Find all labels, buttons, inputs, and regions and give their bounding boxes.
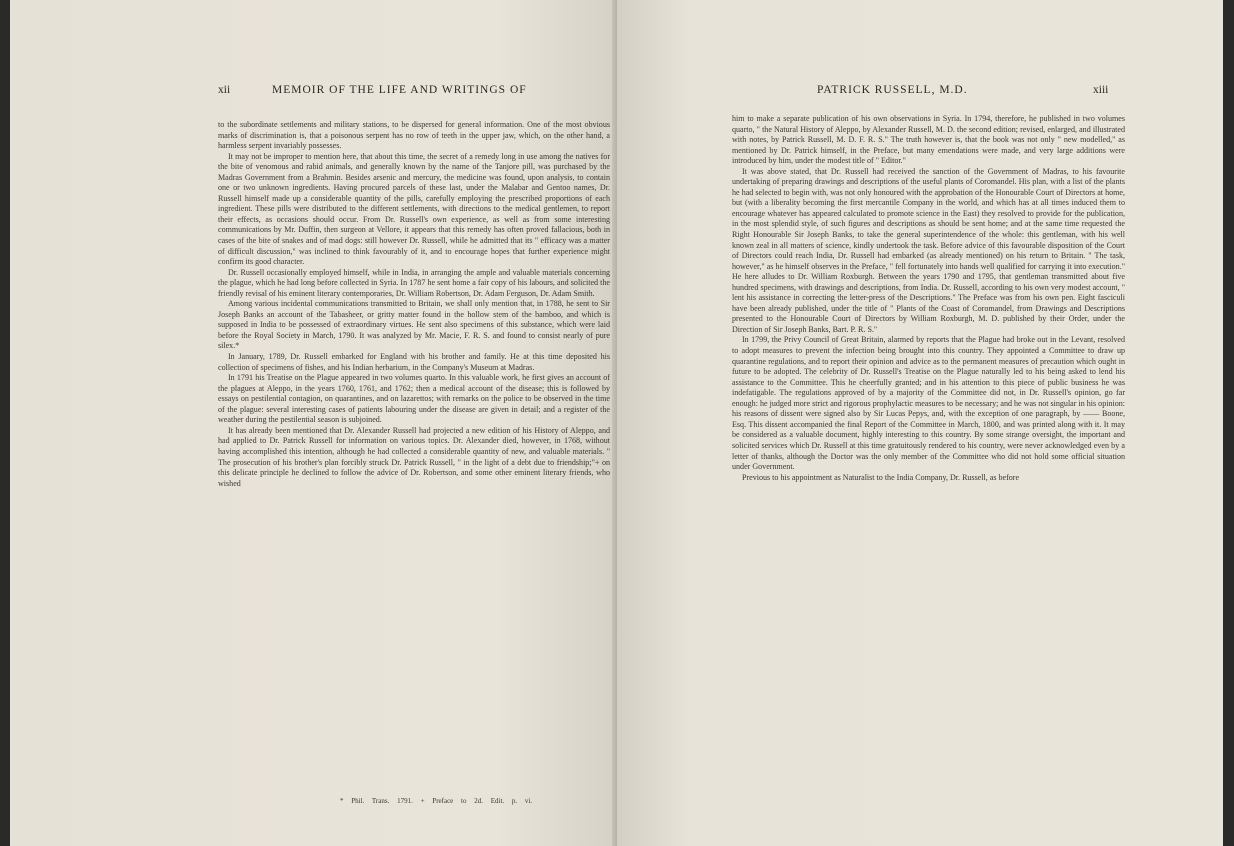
left-page (10, 0, 617, 846)
paragraph: Dr. Russell occasionally employed himself, while in India, in arranging the ample and valuable materials concerning the plague, which he had long before collected in Syria. In 1787 he sent home a fair copy of his labours, and solicited the friendly revisal of his eminent literary contemporaries, Dr. William Robertson, Dr. Adam Ferguson, Dr. Adam Smith. (218, 267, 610, 298)
paragraph: Previous to his appointment as Naturalist to the India Company, Dr. Russell, as before (742, 472, 1020, 482)
footnote: + Preface to 2d. Edit. p. vi. (420, 797, 533, 805)
left-body-text (218, 120, 610, 489)
footnotes (340, 797, 532, 805)
paragraph: In 1799, the Privy Council of Great Britain, alarmed by reports that the Plague had broke out in the Levant, resolved to adopt measures to prevent the infection being brought into this country. They appointed a Committee to draw up quarantine regulations, and to report their opinion and advice as to the permanent measures of precaution which ought in future to be adopted. The celebrity of Dr. Russell's Treatise on the Plague naturally led to his being asked to lend his assistance to the Committee. This he cheerfully granted; and in his attention to this piece of public business he was indefatigable. The regulations approved of by a majority of the Committee did not, in Dr. Russell's opinion, go far enough: he judged more strict and rigorous prophylactic measures to be necessary; and he was not singular in his opinion: his reasons of dissent were signed also by Sir Lucas Pepys, and, with the exception of one paragraph, by —— Boone, Esq. This dissent accompanied the final Report of the Committee in March, 1800, and was printed along with it. It may be considered as a valuable document, highly interesting to this country. By some strange oversight, the important and solicited services which Dr. Russell at this time gratuitously rendered to his country, were never acknowledged even by a letter of thanks, although the Doctor was the only member of the Committee who did not hold some official situation under Government. (732, 335, 1125, 472)
paragraph: Among various incidental communications transmitted to Britain, we shall only mention that, in 1788, he sent to Sir Joseph Banks an account of the Tabasheer, or gritty matter found in the hollow stem of the bamboo, and which is supposed in India to be possessed of extraordinary virtues. He sent also specimens of this substance, which were laid before the Royal Society in March, 1790. It was analyzed by Mr. Macie, F. R. S. and found to consist nearly of pure silex.* (218, 299, 610, 351)
paragraph: It was above stated, that Dr. Russell had received the sanction of the Government of Madras, to his favourite undertaking of preparing drawings and descriptions of the useful plants of Coromandel. His plan, with a list of the plants he had selected to begin with, was not only honoured with the approbation of the Honourable Court of Directors at home, but (with a liberality becoming the first mercantile Company in the world, and which has at all times induced them to encourage whatever has appeared calculated to promote science in the East) they resolved to provide for the publication, in the most splendid style, of such figures and descriptions as should be sent home; and at the same time requested the Right Honourable Sir Joseph Banks, to take the general superintendence of the whole: this gentleman, with his well known zeal in all matters of science, kindly undertook the task. Before advice of this favourable disposition of the Court of Directors could reach India, Dr. Russell had embarked (as already mentioned) on his return to Britain. " The task, however," as he himself observes in the Preface, " fell fortunately into hands well qualified for carrying it into execution." He here alludes to Dr. William Roxburgh. Between the years 1790 and 1795, that gentleman transmitted about five hundred specimens, with drawings and descriptions, from India. Dr. Russell, according to his own very modest account, " lent his assistance in correcting the letter-press of the Descriptions." The Preface was from his own pen. Eight fasciculi have been already published, under the title of " Plants of the Coast of Coromandel, from Drawings and Descriptions presented to the Honourable Court of Directors by William Roxburgh, M. D. published by their Order, under the Direction of Sir Joseph Banks, Bart. P. R. S." (732, 166, 1125, 334)
paragraph: him to make a separate publication of his own observations in Syria. In 1794, therefore, he published in two volumes quarto, " the Natural History of Aleppo, by Alexander Russell, M. D. the second edition; revised, enlarged, and illustrated with notes, by Patrick Russell, M. D. F. R. S." The truth however is, that the book was not only " new modelled," as mentioned by Dr. Patrick himself, in the Preface, but many emendations were made, and very large additions were introduced by him, under the modest title of " Editor." (732, 114, 1125, 166)
footnote: * Phil. Trans. 1791. (340, 797, 413, 805)
paragraph: It has already been mentioned that Dr. Alexander Russell had projected a new edition of his History of Aleppo, and had applied to Dr. Patrick Russell for information on various topics. Dr. Alexander died, however, in 1768, without having accomplished this intention, although he had collected a considerable quantity of new, and valuable materials. " The prosecution of his brother's plan forcibly struck Dr. Patrick Russell, " in the light of a debt due to friendship;"+ on this delicate principle he declined to follow the advice of Dr. Robertson, and some other eminent literary friends, who wished (218, 425, 610, 488)
right-page (617, 0, 1223, 846)
left-page-number: xii (218, 84, 231, 96)
left-running-head: MEMOIR OF THE LIFE AND WRITINGS OF (272, 84, 527, 96)
paragraph: It may not be improper to mention here, that about this time, the secret of a remedy long in use among the natives for the bite of venomous and rabid animals, and generally known by the name of the Tanjore pill, was purchased by the Madras Government from a Brahmin. Besides arsenic and mercury, the medicine was found, upon analysis, to contain one or two unknown ingredients. Having procured parcels of these last, under the Malabar and Gentoo names, Dr. Russell himself made up a considerable quantity of the pills, carefully employing the prescribed proportions of each ingredient. These pills were distributed to the different settlements, with directions to the medical gentlemen, to report their effects, as occasions should occur. From Dr. Russell's own experience, as well as from some interesting communications by Mr. Duffin, then surgeon at Vellore, it appears that this remedy has often proved fallacious, both in cases of the bite of snakes and of mad dogs: still however Dr. Russell, while he admitted that its " efficacy was a matter of difficult discussion," was inclined to think favourably of it, and to encourage hopes that further experience might confirm its good character. (218, 151, 610, 267)
right-page-number: xiii (1093, 84, 1109, 96)
paragraph: In 1791 his Treatise on the Plague appeared in two volumes quarto. In this valuable work, he first gives an account of the plagues at Aleppo, in the years 1760, 1761, and 1762; then a medical account of the disease; this is followed by essays on pestilential contagion, on quarantines, and on lazarettos; with remarks on the police to be observed in the time of the plague: several interesting cases of patients labouring under the disease are given in detail; and a register of the weather during the pestilential season is subjoined. (218, 373, 610, 425)
paragraph: In January, 1789, Dr. Russell embarked for England with his brother and family. He at this time deposited his collection of specimens of fishes, and his Indian herbarium, in the Company's Museum at Madras. (218, 352, 610, 372)
paragraph: to the subordinate settlements and military stations, to be dispersed for general information. One of the most obvious marks of discrimination is, that a poisonous serpent has no row of teeth in the upper jaw, which, on the other hand, a harmless serpent invariably possesses. (218, 120, 610, 151)
right-running-head: PATRICK RUSSELL, M.D. (817, 84, 968, 96)
right-body-text (732, 114, 1125, 483)
